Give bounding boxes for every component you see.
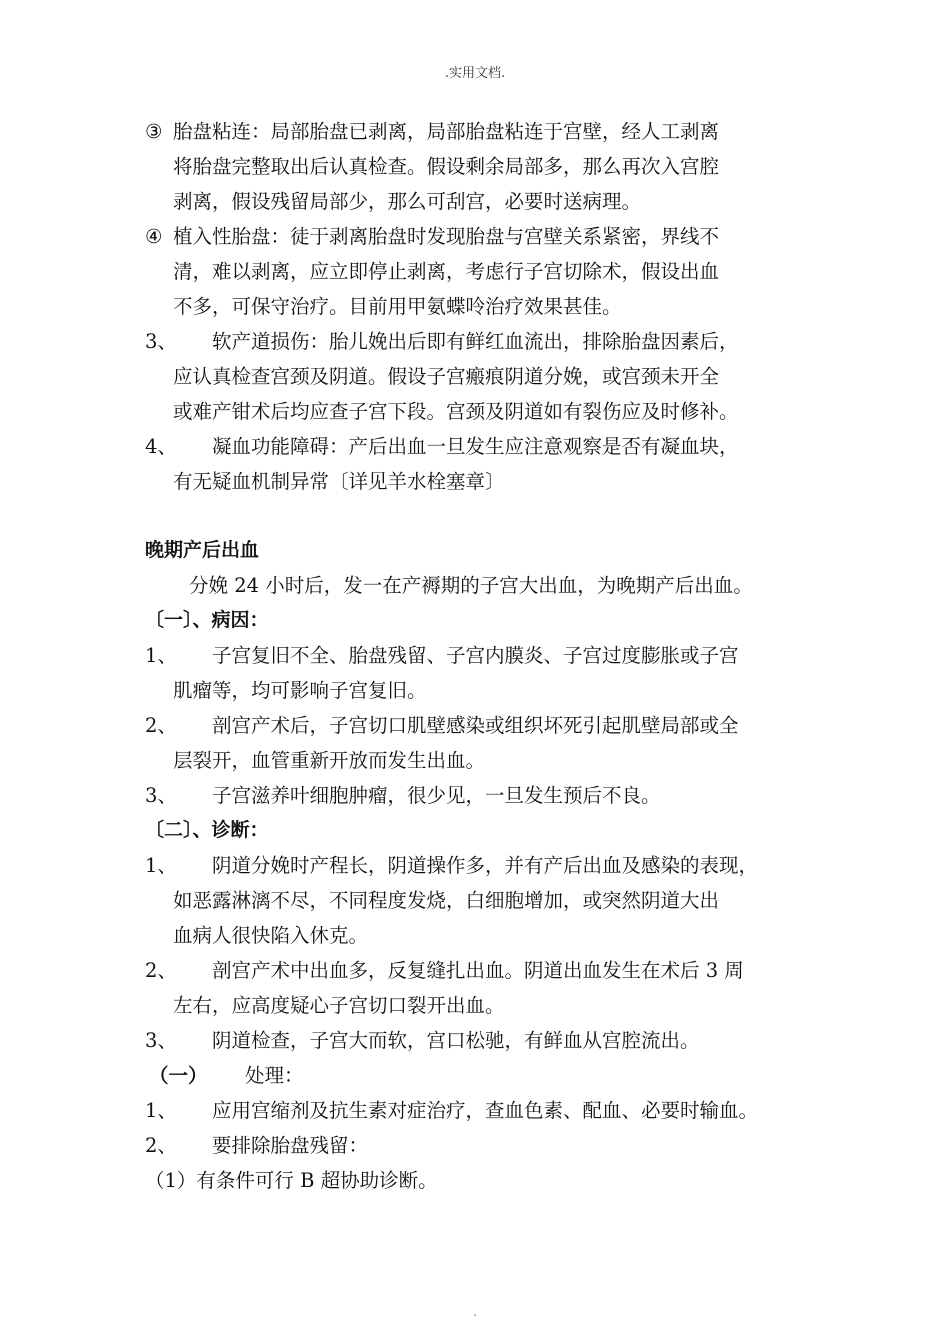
- text-line: 或难产钳术后均应查子宫下段。宫颈及阴道如有裂伤应及时修补。: [173, 400, 739, 423]
- item-text: 子宫复旧不全、胎盘残留、子宫内膜炎、子宫过度膨胀或子宫: [212, 644, 739, 667]
- item-marker: ④: [145, 225, 163, 248]
- list-item: [145, 1093, 815, 1128]
- text-line: 有无疑血机制异常〔详见羊水栓塞章〕: [173, 470, 505, 493]
- item-text: 阴道检查，子宫大而软，宫口松驰，有鲜血从宫腔流出。: [212, 1029, 700, 1052]
- item-number: 1、: [145, 644, 177, 667]
- text-line: 血病人很快陷入休克。: [173, 924, 369, 947]
- text-line: 左右，应高度疑心子宫切口裂开出血。: [173, 994, 505, 1017]
- intro-paragraph: 分娩 24 小时后，发一在产褥期的子宫大出血，为晚期产后出血。: [189, 574, 753, 597]
- list-item: [145, 1128, 815, 1163]
- item-number: 2、: [145, 714, 177, 737]
- list-item: [145, 953, 815, 988]
- list-item: [145, 708, 815, 743]
- page-footer: .: [473, 1306, 477, 1319]
- text-line: 肌瘤等，均可影响子宫复旧。: [173, 679, 427, 702]
- list-item: [145, 219, 815, 254]
- item-number: 1、: [145, 854, 177, 877]
- item-number: 3、: [145, 1029, 177, 1052]
- item-marker: ③: [145, 120, 163, 143]
- section-heading-treatment: [145, 1058, 815, 1093]
- item-text: 子宫滋养叶细胞肿瘤，很少见，一旦发生预后不良。: [212, 784, 661, 807]
- item-number: 4、: [145, 435, 177, 458]
- list-item: [145, 848, 815, 883]
- section-title: 晚期产后出血: [145, 539, 260, 561]
- section-marker: （一）: [149, 1064, 208, 1087]
- list-item: [145, 1023, 815, 1058]
- list-item: [145, 638, 815, 673]
- list-item: [145, 114, 815, 149]
- item-number: 2、: [145, 959, 177, 982]
- item-text: 要排除胎盘残留：: [212, 1134, 369, 1157]
- text-line: 剥离，假设残留局部少，那么可刮宫，必要时送病理。: [173, 190, 642, 213]
- section-heading-diagnosis: 〔二〕、诊断：: [145, 819, 269, 841]
- text-line: 清，难以剥离，应立即停止剥离，考虑行子宫切除术，假设出血: [173, 260, 720, 283]
- item-text: 剖宫产术后，子宫切口肌壁感染或组织坏死引起肌壁局部或全: [212, 714, 739, 737]
- item-text: 胎盘粘连：局部胎盘已剥离，局部胎盘粘连于宫壁，经人工剥离: [173, 120, 720, 143]
- page-header: .实用文档.: [444, 66, 506, 81]
- item-text: 阴道分娩时产程长，阴道操作多，并有产后出血及感染的表现，: [212, 854, 759, 877]
- section-heading-cause: 〔一〕、病因：: [145, 609, 269, 631]
- item-text: 凝血功能障碍：产后出血一旦发生应注意观察是否有凝血块，: [212, 435, 739, 458]
- list-item: [145, 778, 815, 813]
- item-text: 植入性胎盘：徒于剥离胎盘时发现胎盘与宫壁关系紧密，界线不: [173, 225, 720, 248]
- text-line: 应认真检查宫颈及阴道。假设子宫瘢痕阴道分娩，或宫颈未开全: [173, 365, 720, 388]
- spacer: [145, 499, 815, 533]
- item-text: 剖宫产术中出血多，反复缝扎出血。阴道出血发生在术后 3 周: [212, 959, 744, 982]
- item-number: 3、: [145, 784, 177, 807]
- item-number: 1、: [145, 1099, 177, 1122]
- list-item: [145, 429, 815, 464]
- item-number: 2、: [145, 1134, 177, 1157]
- list-item: [145, 324, 815, 359]
- item-number: 3、: [145, 330, 177, 353]
- document-body: [145, 114, 815, 1198]
- text-line: 不多，可保守治疗。目前用甲氨蝶呤治疗效果甚佳。: [173, 295, 622, 318]
- item-text: 软产道损伤：胎儿娩出后即有鲜红血流出，排除胎盘因素后，: [212, 330, 739, 353]
- section-label: 处理：: [245, 1064, 304, 1087]
- text-line: 将胎盘完整取出后认真检查。假设剩余局部多，那么再次入宫腔: [173, 155, 720, 178]
- item-text: 应用宫缩剂及抗生素对症治疗，查血色素、配血、必要时输血。: [212, 1099, 759, 1122]
- text-line: 如恶露淋漓不尽，不同程度发烧，白细胞增加，或突然阴道大出: [173, 889, 720, 912]
- sub-item: （1）有条件可行 B 超协助诊断。: [145, 1169, 438, 1192]
- text-line: 层裂开，血管重新开放而发生出血。: [173, 749, 486, 772]
